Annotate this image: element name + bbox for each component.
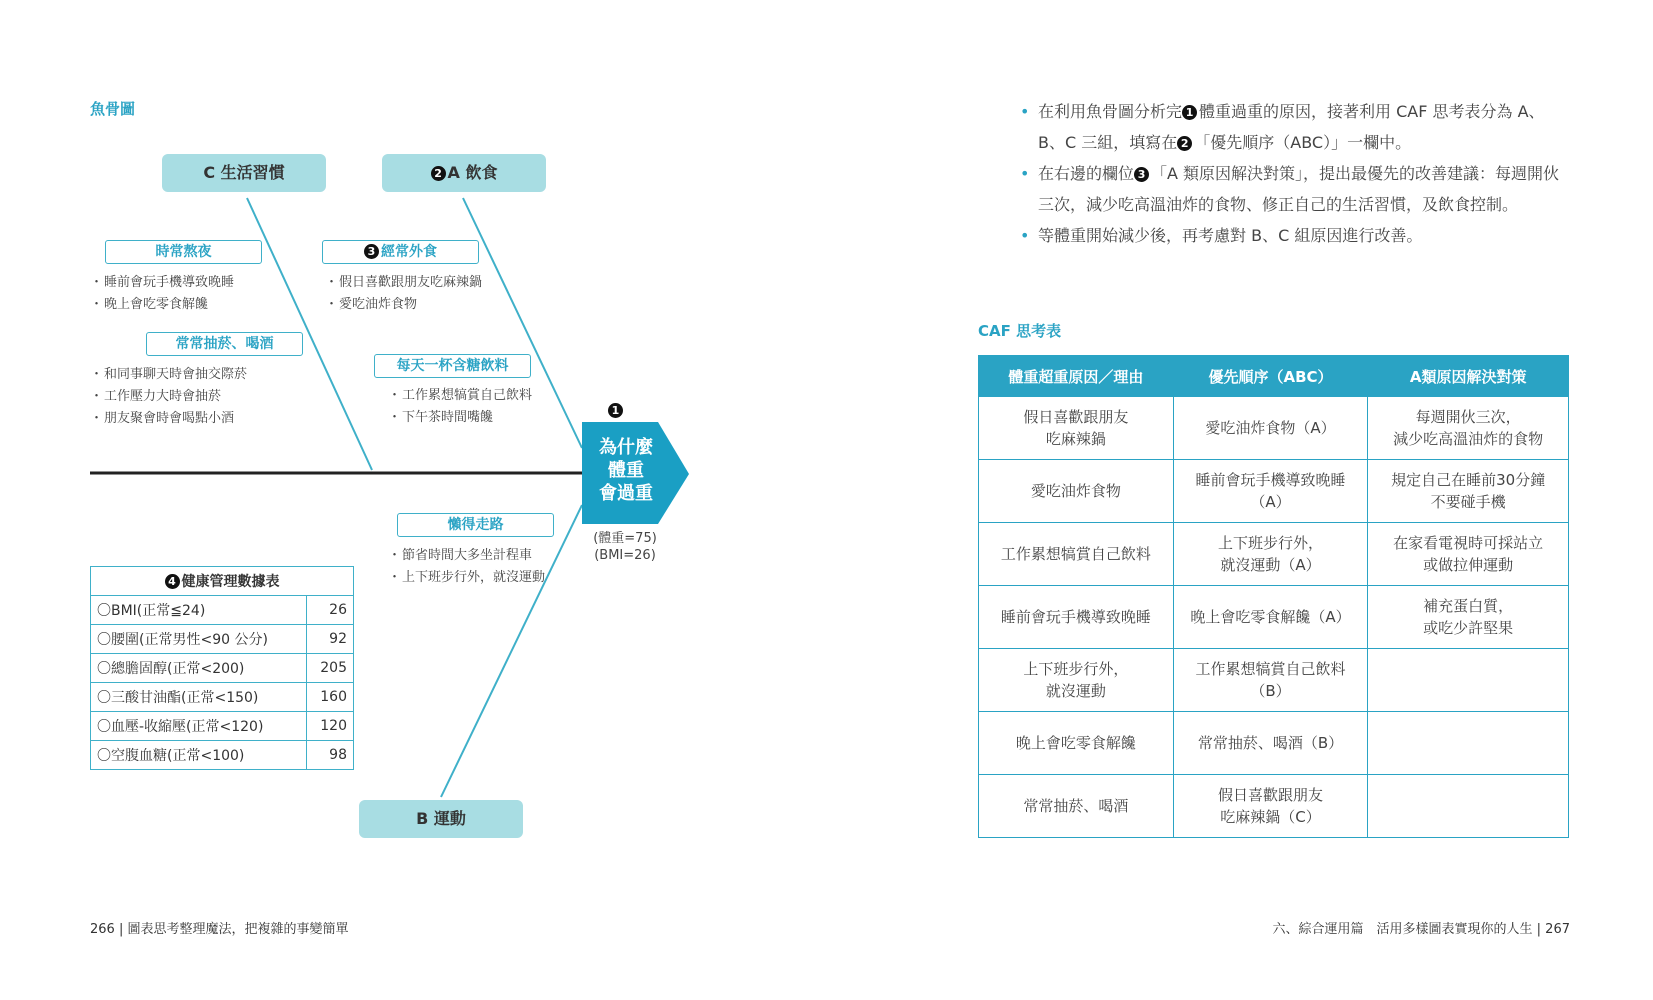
table-cell: 每週開伙三次， 減少吃高溫油炸的食物 xyxy=(1368,397,1569,460)
marker-4: 4 xyxy=(165,574,180,589)
table-row xyxy=(979,460,1569,523)
table-cell: 睡前會玩手機導致晚睡 xyxy=(979,586,1174,649)
sub-cause-title: 懶得走路 xyxy=(397,513,554,537)
left-footer: 266 | 圖表思考整理魔法，把複雜的事變簡單 xyxy=(90,922,349,937)
caf-table xyxy=(978,355,1569,838)
list-item: ・ 朋友聚會時會喝點小酒 xyxy=(92,408,322,430)
page-number: 267 xyxy=(1545,922,1570,937)
table-cell: 假日喜歡跟朋友 吃麻辣鍋（C） xyxy=(1173,775,1368,838)
table-row: 〇總膽固醇(正常<200) 205 xyxy=(91,654,354,683)
caf-header: 體重超重原因／理由 xyxy=(979,356,1174,397)
table-row: 〇BMI(正常≦24) 26 xyxy=(91,596,354,625)
table-row xyxy=(979,397,1569,460)
table-row: 〇空腹血糖(正常<100) 98 xyxy=(91,741,354,770)
table-cell xyxy=(1368,775,1569,838)
table-cell: 愛吃油炸食物 xyxy=(979,460,1174,523)
sub-cause-title: 時常熬夜 xyxy=(105,240,262,264)
category-c-box xyxy=(162,154,326,192)
table-cell: 補充蛋白質， 或吃少許堅果 xyxy=(1368,586,1569,649)
marker-2: 2 xyxy=(431,166,446,181)
category-b-label: B 運動 xyxy=(416,809,466,828)
table-row: 〇腰圍(正常男性<90 公分) 92 xyxy=(91,625,354,654)
table-cell: 工作累想犒賞自己飲料 xyxy=(979,523,1174,586)
health-table-title: 健康管理數據表 xyxy=(181,574,280,590)
list-item: ・ 和同事聊天時會抽交際菸 xyxy=(92,364,322,386)
marker-2: 2 xyxy=(1177,136,1192,151)
table-cell: 晚上會吃零食解饞 xyxy=(979,712,1174,775)
table-cell: 上下班步行外， 就沒運動 xyxy=(979,649,1174,712)
table-cell: 在家看電視時可採站立 或做拉伸運動 xyxy=(1368,523,1569,586)
table-row xyxy=(979,775,1569,838)
health-table-header xyxy=(91,567,354,596)
bmi-value: (BMI=26) xyxy=(594,548,656,563)
fish-head-text xyxy=(586,436,666,505)
head-line: 體重 xyxy=(608,460,644,481)
sub-cause-list xyxy=(92,364,322,430)
head-line: 為什麼 xyxy=(599,437,653,458)
table-cell: 常常抽菸、喝酒（B） xyxy=(1173,712,1368,775)
table-cell: 愛吃油炸食物（A） xyxy=(1173,397,1368,460)
sub-cause-title: 經常外食 xyxy=(381,244,437,260)
footer-text: 六、綜合運用篇 活用多樣圖表實現你的人生 xyxy=(1272,922,1533,937)
sub-cause-list xyxy=(390,385,550,429)
table-row xyxy=(979,586,1569,649)
table-cell xyxy=(1368,712,1569,775)
weight-value: (體重=75) xyxy=(593,531,657,546)
fishbone-section-title: 魚骨圖 xyxy=(90,100,136,118)
table-cell: 睡前會玩手機導致晚睡 （A） xyxy=(1173,460,1368,523)
list-item: ・ 工作壓力大時會抽菸 xyxy=(92,386,322,408)
list-item: ・ 假日喜歡跟朋友吃麻辣鍋 xyxy=(327,272,497,294)
health-table xyxy=(90,566,354,770)
list-item: ・ 工作累想犒賞自己飲料 xyxy=(390,385,550,407)
sub-cause-list xyxy=(92,272,292,316)
sub-cause-title-box xyxy=(322,240,479,264)
marker-1-wrap xyxy=(608,400,625,419)
table-row xyxy=(979,649,1569,712)
table-row: 〇三酸甘油酯(正常<150) 160 xyxy=(91,683,354,712)
table-cell: 工作累想犒賞自己飲料 （B） xyxy=(1173,649,1368,712)
category-c-label: C 生活習慣 xyxy=(203,163,285,182)
table-cell: 上下班步行外， 就沒運動（A） xyxy=(1173,523,1368,586)
page-number: 266 xyxy=(90,922,115,937)
marker-1: 1 xyxy=(1182,105,1197,120)
bullet-paragraph: • 在右邊的欄位 3 「A 類原因解決對策」，提出最優先的改善建議：每週開伙三次，減少吃高溫油炸的食物、修正自己的生活習慣，及飲食控制。 xyxy=(1020,158,1570,220)
caf-header: 優先順序（ABC） xyxy=(1173,356,1368,397)
table-row xyxy=(979,712,1569,775)
footer-text: 圖表思考整理魔法，把複雜的事變簡單 xyxy=(127,922,349,937)
caf-title: CAF 思考表 xyxy=(978,322,1062,340)
category-a-box xyxy=(382,154,546,192)
list-item: ・ 愛吃油炸食物 xyxy=(327,294,497,316)
list-item: ・ 上下班步行外，就沒運動 xyxy=(390,567,550,589)
table-cell: 規定自己在睡前30分鐘 不要碰手機 xyxy=(1368,460,1569,523)
table-cell: 常常抽菸、喝酒 xyxy=(979,775,1174,838)
marker-3: 3 xyxy=(364,244,379,259)
head-line: 會過重 xyxy=(599,483,653,504)
table-cell: 晚上會吃零食解饞（A） xyxy=(1173,586,1368,649)
bullet-paragraph: • 等體重開始減少後，再考慮對 B、C 組原因進行改善。 xyxy=(1020,220,1570,251)
sub-cause-list xyxy=(390,545,550,589)
right-paragraphs xyxy=(1020,96,1570,251)
list-item: ・ 下午茶時間嘴饞 xyxy=(390,407,550,429)
marker-3: 3 xyxy=(1134,167,1149,182)
bullet-paragraph: • 在利用魚骨圖分析完 1 體重過重的原因，接著利用 CAF 思考表分為 A、B、C 三組，填寫在 2 「優先順序（ABC）」一欄中。 xyxy=(1020,96,1570,158)
right-footer: 六、綜合運用篇 活用多樣圖表實現你的人生 | 267 xyxy=(1272,922,1570,937)
table-row: 〇血壓-收縮壓(正常<120) 120 xyxy=(91,712,354,741)
caf-header: A類原因解決對策 xyxy=(1368,356,1569,397)
table-cell xyxy=(1368,649,1569,712)
category-a-label: A 飲食 xyxy=(447,163,498,182)
table-row xyxy=(979,523,1569,586)
sub-cause-title: 每天一杯含糖飲料 xyxy=(374,354,531,378)
sub-cause-list xyxy=(327,272,497,316)
list-item: ・ 睡前會玩手機導致晚睡 xyxy=(92,272,292,294)
head-stats xyxy=(590,530,660,564)
list-item: ・ 晚上會吃零食解饞 xyxy=(92,294,292,316)
table-cell: 假日喜歡跟朋友 吃麻辣鍋 xyxy=(979,397,1174,460)
marker-1: 1 xyxy=(608,403,623,418)
list-item: ・ 節省時間大多坐計程車 xyxy=(390,545,550,567)
category-b-box xyxy=(359,800,523,838)
sub-cause-title: 常常抽菸、喝酒 xyxy=(146,332,303,356)
